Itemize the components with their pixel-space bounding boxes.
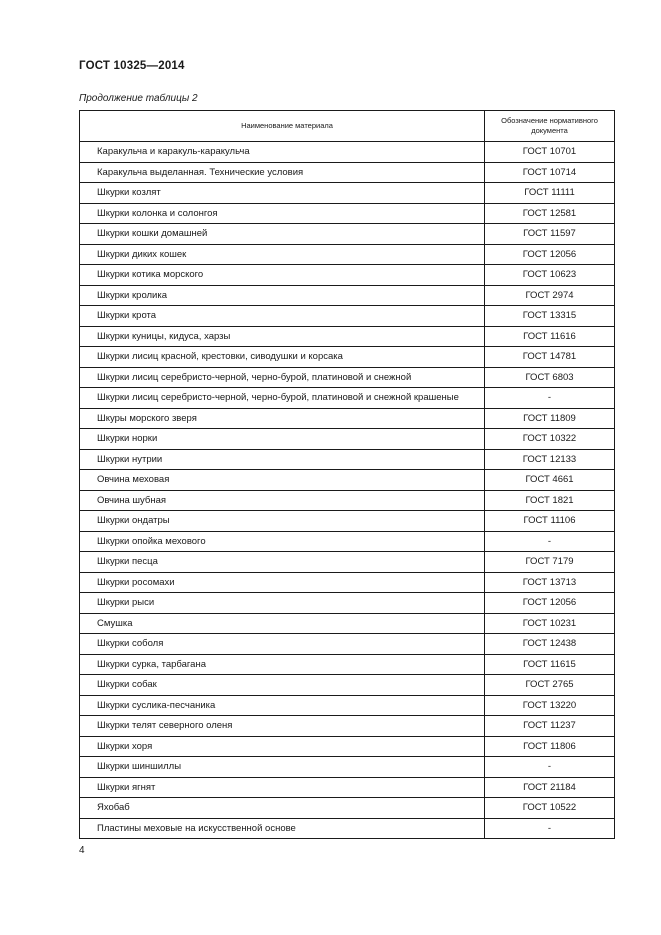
document-title: ГОСТ 10325—2014: [79, 60, 185, 72]
normative-document-cell: ГОСТ 14781: [485, 347, 615, 368]
normative-document-cell: ГОСТ 11237: [485, 716, 615, 737]
material-name-cell: Овчина шубная: [80, 490, 485, 511]
material-name-cell: Шкурки ягнят: [80, 777, 485, 798]
material-name-cell: Шкурки ондатры: [80, 511, 485, 532]
material-name-cell: Шкурки суслика-песчаника: [80, 695, 485, 716]
material-name-cell: Каракульча выделанная. Технические условия: [80, 162, 485, 183]
table-row: [80, 388, 615, 409]
normative-document-cell: ГОСТ 12438: [485, 634, 615, 655]
materials-table: [79, 110, 615, 839]
table-row: [80, 408, 615, 429]
table-row: [80, 531, 615, 552]
normative-document-cell: ГОСТ 4661: [485, 470, 615, 491]
material-name-cell: Каракульча и каракуль-каракульча: [80, 142, 485, 163]
column-header-material-name: Наименование материала: [80, 111, 485, 142]
table-row: [80, 716, 615, 737]
material-name-cell: Шкурки диких кошек: [80, 244, 485, 265]
normative-document-cell: ГОСТ 11809: [485, 408, 615, 429]
normative-document-cell: -: [485, 531, 615, 552]
normative-document-cell: ГОСТ 11111: [485, 183, 615, 204]
normative-document-cell: ГОСТ 12056: [485, 593, 615, 614]
table-row: [80, 654, 615, 675]
table-header-row: [80, 111, 615, 142]
material-name-cell: Шкуры морского зверя: [80, 408, 485, 429]
normative-document-cell: ГОСТ 10522: [485, 798, 615, 819]
material-name-cell: Шкурки норки: [80, 429, 485, 450]
table-row: [80, 757, 615, 778]
table-row: [80, 244, 615, 265]
material-name-cell: Шкурки рыси: [80, 593, 485, 614]
normative-document-cell: ГОСТ 12133: [485, 449, 615, 470]
material-name-cell: Шкурки лисиц серебристо-черной, черно-бурой, платиновой и снежной: [80, 367, 485, 388]
table-row: [80, 675, 615, 696]
table-row: [80, 736, 615, 757]
material-name-cell: Шкурки крота: [80, 306, 485, 327]
material-name-cell: Шкурки опойка мехового: [80, 531, 485, 552]
page-number: 4: [79, 845, 85, 856]
material-name-cell: Шкурки росомахи: [80, 572, 485, 593]
material-name-cell: Шкурки куницы, кидуса, харзы: [80, 326, 485, 347]
table-row: [80, 429, 615, 450]
table-caption: Продолжение таблицы 2: [79, 93, 198, 104]
table-row: [80, 777, 615, 798]
normative-document-cell: -: [485, 388, 615, 409]
material-name-cell: Шкурки нутрии: [80, 449, 485, 470]
normative-document-cell: ГОСТ 12056: [485, 244, 615, 265]
table-row: [80, 449, 615, 470]
material-name-cell: Шкурки телят северного оленя: [80, 716, 485, 737]
table-row: [80, 162, 615, 183]
normative-document-cell: ГОСТ 21184: [485, 777, 615, 798]
column-header-normative-document: Обозначение нормативного документа: [485, 111, 615, 142]
normative-document-cell: ГОСТ 13220: [485, 695, 615, 716]
normative-document-cell: ГОСТ 12581: [485, 203, 615, 224]
table-row: [80, 572, 615, 593]
table-row: [80, 511, 615, 532]
normative-document-cell: ГОСТ 10701: [485, 142, 615, 163]
table-row: [80, 265, 615, 286]
table-row: [80, 367, 615, 388]
normative-document-cell: ГОСТ 10623: [485, 265, 615, 286]
table-row: [80, 224, 615, 245]
material-name-cell: Смушка: [80, 613, 485, 634]
normative-document-cell: ГОСТ 11806: [485, 736, 615, 757]
normative-document-cell: ГОСТ 11615: [485, 654, 615, 675]
table-row: [80, 613, 615, 634]
material-name-cell: Шкурки собак: [80, 675, 485, 696]
normative-document-cell: ГОСТ 6803: [485, 367, 615, 388]
normative-document-cell: ГОСТ 10714: [485, 162, 615, 183]
normative-document-cell: ГОСТ 11616: [485, 326, 615, 347]
normative-document-cell: ГОСТ 2765: [485, 675, 615, 696]
normative-document-cell: -: [485, 818, 615, 839]
material-name-cell: Шкурки лисиц красной, крестовки, сиводушки и корсака: [80, 347, 485, 368]
normative-document-cell: ГОСТ 10322: [485, 429, 615, 450]
material-name-cell: Шкурки сурка, тарбагана: [80, 654, 485, 675]
material-name-cell: Пластины меховые на искусственной основе: [80, 818, 485, 839]
table-row: [80, 142, 615, 163]
normative-document-cell: ГОСТ 7179: [485, 552, 615, 573]
material-name-cell: Шкурки хоря: [80, 736, 485, 757]
normative-document-cell: ГОСТ 13315: [485, 306, 615, 327]
table-row: [80, 798, 615, 819]
table-row: [80, 818, 615, 839]
table-row: [80, 470, 615, 491]
material-name-cell: Шкурки шиншиллы: [80, 757, 485, 778]
material-name-cell: Шкурки кошки домашней: [80, 224, 485, 245]
material-name-cell: Шкурки козлят: [80, 183, 485, 204]
material-name-cell: Шкурки колонка и солонгоя: [80, 203, 485, 224]
normative-document-cell: ГОСТ 10231: [485, 613, 615, 634]
material-name-cell: Овчина меховая: [80, 470, 485, 491]
table-row: [80, 326, 615, 347]
table-row: [80, 695, 615, 716]
table-row: [80, 634, 615, 655]
material-name-cell: Шкурки лисиц серебристо-черной, черно-бурой, платиновой и снежной крашеные: [80, 388, 485, 409]
material-name-cell: Шкурки соболя: [80, 634, 485, 655]
table-row: [80, 490, 615, 511]
material-name-cell: Шкурки котика морского: [80, 265, 485, 286]
material-name-cell: Яхобаб: [80, 798, 485, 819]
normative-document-cell: -: [485, 757, 615, 778]
table-row: [80, 593, 615, 614]
normative-document-cell: ГОСТ 1821: [485, 490, 615, 511]
material-name-cell: Шкурки кролика: [80, 285, 485, 306]
normative-document-cell: ГОСТ 11106: [485, 511, 615, 532]
table-row: [80, 306, 615, 327]
normative-document-cell: ГОСТ 2974: [485, 285, 615, 306]
table-row: [80, 552, 615, 573]
table-row: [80, 347, 615, 368]
normative-document-cell: ГОСТ 13713: [485, 572, 615, 593]
material-name-cell: Шкурки песца: [80, 552, 485, 573]
table-body: [80, 142, 615, 839]
normative-document-cell: ГОСТ 11597: [485, 224, 615, 245]
table-row: [80, 285, 615, 306]
table-row: [80, 183, 615, 204]
table-row: [80, 203, 615, 224]
